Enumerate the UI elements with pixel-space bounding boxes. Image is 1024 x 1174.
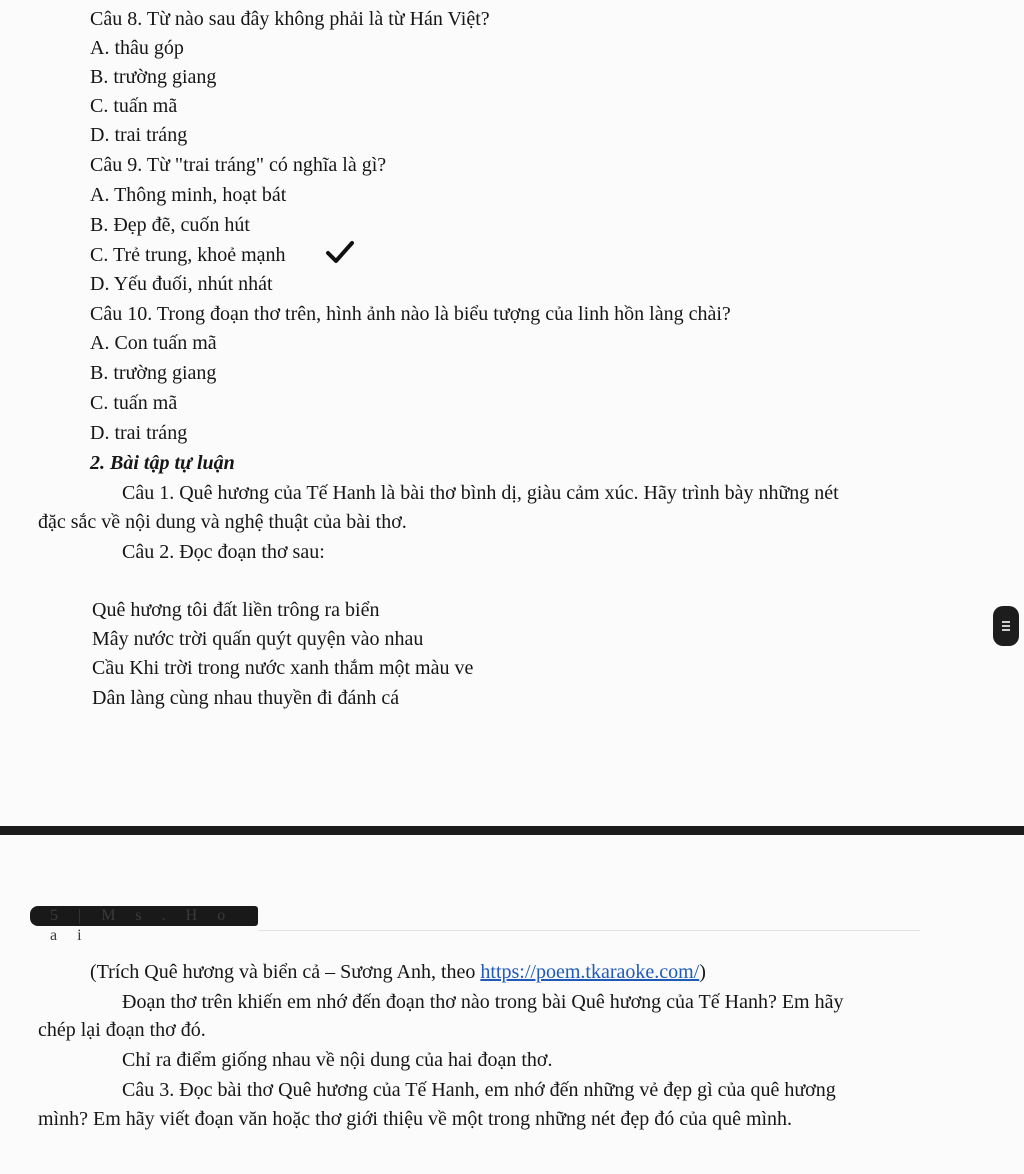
essay-c1-line2: đặc sắc về nội dung và nghệ thuật của bài thơ. — [38, 511, 407, 533]
q10-option-a: A. Con tuấn mã — [90, 332, 217, 354]
poem-line-1: Quê hương tôi đất liền trông ra biển — [92, 599, 380, 621]
page-divider — [0, 826, 1024, 835]
essay-heading: 2. Bài tập tự luận — [90, 452, 235, 474]
essay-c2-title: Câu 2. Đọc đoạn thơ sau: — [122, 541, 325, 563]
q8-option-d: D. trai tráng — [90, 124, 188, 146]
q8-title: Câu 8. Từ nào sau đây không phải là từ Hán Việt? — [90, 8, 490, 30]
q9-option-a: A. Thông minh, hoạt bát — [90, 184, 287, 206]
redacted-footer-mark: 5 | M s . H o a i — [30, 906, 258, 926]
citation-suffix: ) — [699, 961, 706, 983]
q10-option-c: C. tuấn mã — [90, 392, 178, 414]
q9-option-d: D. Yếu đuối, nhút nhát — [90, 273, 273, 295]
q8-option-b: B. trường giang — [90, 66, 217, 88]
q8-option-c: C. tuấn mã — [90, 95, 178, 117]
poem-line-4: Dân làng cùng nhau thuyền đi đánh cá — [92, 687, 400, 709]
essay-c1-line1: Câu 1. Quê hương của Tế Hanh là bài thơ bình dị, giàu cảm xúc. Hãy trình bày những nét — [122, 482, 839, 504]
lower-p2: Chỉ ra điểm giống nhau về nội dung của hai đoạn thơ. — [122, 1049, 553, 1071]
citation-link[interactable]: https://poem.tkaraoke.com/ — [480, 961, 700, 983]
lower-c3-line1: Câu 3. Đọc bài thơ Quê hương của Tế Hanh, em nhớ đến những vẻ đẹp gì của quê hương — [122, 1079, 836, 1101]
menu-handle-icon[interactable] — [993, 606, 1019, 646]
q10-option-d: D. trai tráng — [90, 422, 188, 444]
footer-rule — [258, 930, 920, 931]
citation-prefix: (Trích Quê hương và biển cả – Sương Anh, theo — [90, 961, 481, 983]
q10-option-b: B. trường giang — [90, 362, 217, 384]
q9-option-c: C. Trẻ trung, khoẻ mạnh — [90, 244, 286, 266]
q9-option-b: B. Đẹp đẽ, cuốn hút — [90, 214, 250, 236]
lower-c3-line2: mình? Em hãy viết đoạn văn hoặc thơ giới thiệu về một trong những nét đẹp đó của quê mình. — [38, 1108, 793, 1130]
q10-title: Câu 10. Trong đoạn thơ trên, hình ảnh nào là biểu tượng của linh hồn làng chài? — [90, 303, 731, 325]
citation — [90, 959, 706, 985]
q8-option-a: A. thâu góp — [90, 37, 184, 59]
lower-p1-line2: chép lại đoạn thơ đó. — [38, 1019, 206, 1041]
q9-title: Câu 9. Từ "trai tráng" có nghĩa là gì? — [90, 154, 387, 176]
poem-line-3: Cầu Khi trời trong nước xanh thắm một màu ve — [92, 657, 474, 679]
lower-p1-line1: Đoạn thơ trên khiến em nhớ đến đoạn thơ nào trong bài Quê hương của Tế Hanh? Em hãy — [122, 991, 844, 1013]
checkmark-icon — [327, 241, 353, 263]
poem-line-2: Mây nước trời quấn quýt quyện vào nhau — [92, 628, 424, 650]
